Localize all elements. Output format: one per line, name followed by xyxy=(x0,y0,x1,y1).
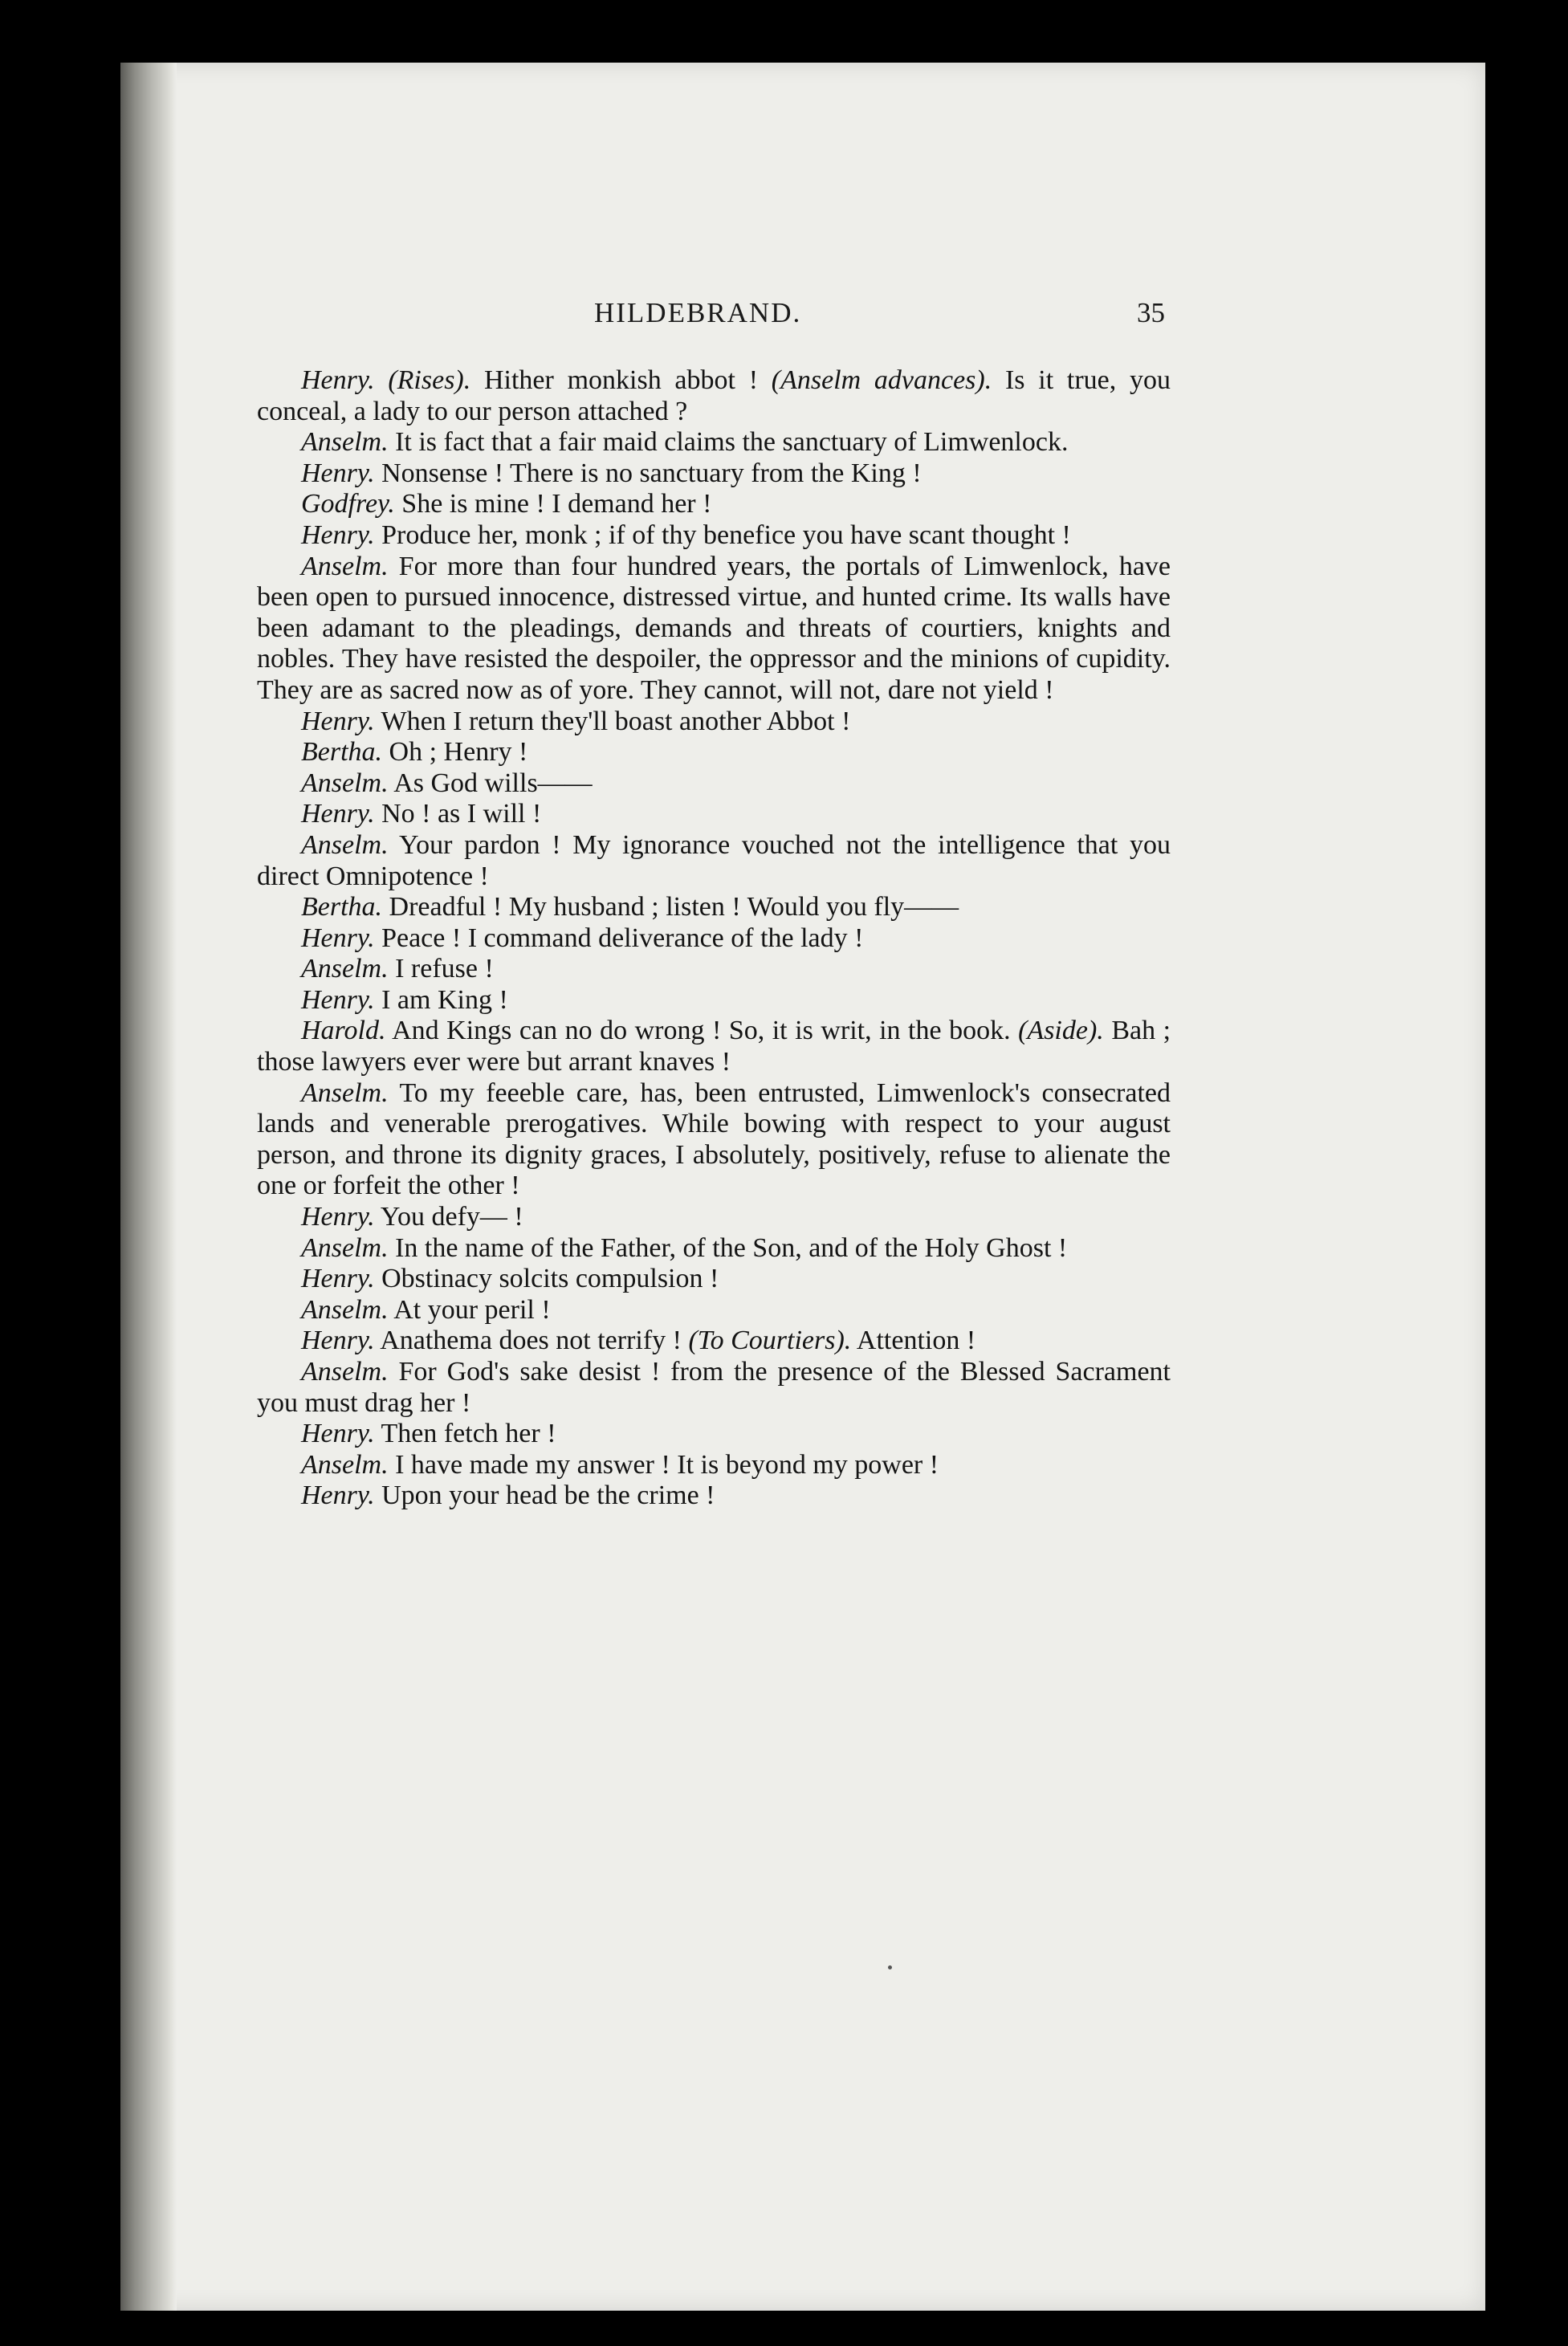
speech-text: Nonsense ! There is no sanctuary from the King ! xyxy=(381,458,922,488)
speech-text: Dreadful ! My husband ; listen ! Would you fly—— xyxy=(389,892,959,923)
speech-text: In the name of the Father, of the Son, and of the Holy Ghost ! xyxy=(395,1232,1068,1263)
speech-text: Hither monkish abbot ! xyxy=(483,365,759,395)
running-title: HILDEBRAND. xyxy=(594,297,802,328)
speech-text: Attention ! xyxy=(856,1326,976,1356)
speech xyxy=(257,1419,1171,1450)
speaker-name: Godfrey. xyxy=(301,489,395,519)
speaker-name: Bertha. xyxy=(301,892,383,923)
speaker-name: Henry. xyxy=(301,1419,375,1449)
speech xyxy=(257,427,1171,458)
speaker-name: Henry. xyxy=(301,706,375,736)
speech xyxy=(257,892,1171,923)
speech-text: For God's sake desist ! from the presence of the Blessed Sacrament you must drag her ! xyxy=(257,1357,1171,1418)
speech xyxy=(257,1264,1171,1295)
speech-text: I am King ! xyxy=(381,984,508,1015)
stage-direction: (Anselm advances). xyxy=(771,365,992,395)
speech xyxy=(257,1202,1171,1233)
speech xyxy=(257,830,1171,892)
speech-text: I refuse ! xyxy=(395,954,494,984)
speaker-name: Anselm. xyxy=(301,954,389,984)
speech xyxy=(257,799,1171,830)
speaker-name: Anselm. xyxy=(301,1294,389,1325)
speaker-name: Henry. xyxy=(301,1481,375,1511)
speaker-name: Bertha. xyxy=(301,737,383,768)
speech xyxy=(257,1481,1171,1512)
speaker-name: Anselm. xyxy=(301,829,389,860)
speech-text: For more than four hundred years, the portals of Limwenlock, have been open to pursued innocence, distressed virtue, and hunted crime. Its walls have been adamant to the pleadings, demands and threats of courtiers, knights and nobles. They have resisted the despoiler, the oppressor and the minions of cupidity. They are as sacred now as of yore. They cannot, will not, dare not yield ! xyxy=(257,551,1171,705)
speech-text: Is it true, you conceal, a lady to our person attached ? xyxy=(257,365,1171,426)
speaker-name: Henry. xyxy=(301,365,375,395)
speech-text: No ! as I will ! xyxy=(381,799,542,829)
speech xyxy=(257,1357,1171,1419)
speech xyxy=(257,1078,1171,1202)
speaker-name: Henry. xyxy=(301,1264,375,1294)
speech xyxy=(257,1450,1171,1481)
speech xyxy=(257,954,1171,985)
speech-text: Produce her, monk ; if of thy benefice you have scant thought ! xyxy=(381,519,1071,550)
speaker-name: Anselm. xyxy=(301,1232,389,1263)
speaker-name: Harold. xyxy=(301,1016,386,1046)
speech xyxy=(257,365,1171,427)
speaker-name: Anselm. xyxy=(301,551,389,581)
speech xyxy=(257,552,1171,707)
speech xyxy=(257,1295,1171,1326)
speech-text: Obstinacy solcits compulsion ! xyxy=(381,1264,719,1294)
speech-text: And Kings can no do wrong ! So, it is writ, in the book. xyxy=(392,1016,1011,1046)
page-header xyxy=(0,297,1568,345)
speech-text: Then fetch her ! xyxy=(381,1419,556,1449)
speech-text: At your peril ! xyxy=(393,1294,551,1325)
speech xyxy=(257,489,1171,520)
speaker-name: Anselm. xyxy=(301,427,389,458)
speech xyxy=(257,737,1171,768)
speech-text: Anathema does not terrify ! xyxy=(380,1326,682,1356)
paper-speck xyxy=(888,1965,892,1969)
book-spine-shadow xyxy=(120,63,177,2311)
speaker-name: Anselm. xyxy=(301,1077,389,1108)
speech-text: You defy— ! xyxy=(380,1202,523,1232)
speaker-name: Henry. xyxy=(301,1202,375,1232)
speaker-name: Henry. xyxy=(301,799,375,829)
speech-text: Upon your head be the crime ! xyxy=(381,1481,715,1511)
speaker-name: Anselm. xyxy=(301,1357,389,1387)
speech-text: Oh ; Henry ! xyxy=(389,737,528,768)
speech-text: She is mine ! I demand her ! xyxy=(401,489,712,519)
speech xyxy=(257,520,1171,552)
speech-text: When I return they'll boast another Abbot ! xyxy=(381,706,851,736)
speech-text: Peace ! I command deliverance of the lady ! xyxy=(381,923,864,953)
speech xyxy=(257,707,1171,738)
speech xyxy=(257,1326,1171,1357)
speech xyxy=(257,985,1171,1016)
speech xyxy=(257,458,1171,490)
speech-text: I have made my answer ! It is beyond my power ! xyxy=(395,1449,939,1480)
page-number: 35 xyxy=(1137,297,1165,328)
dialogue-text xyxy=(257,365,1171,1512)
speech xyxy=(257,768,1171,800)
speaker-name: Henry. xyxy=(301,1326,375,1356)
speech xyxy=(257,923,1171,955)
stage-direction: (To Courtiers). xyxy=(688,1326,852,1356)
speech-text: To my feeeble care, has, been entrusted, Limwenlock's consecrated lands and venerable prerogatives. While bowing with respect to your august person, and throne its dignity graces, I absolutely, positively, refuse to alienate the one or forfeit the other ! xyxy=(257,1077,1171,1201)
speaker-name: Anselm. xyxy=(301,768,389,798)
speaker-name: Henry. xyxy=(301,458,375,488)
speech-text: As God wills—— xyxy=(393,768,593,798)
speaker-name: Henry. xyxy=(301,984,375,1015)
speaker-name: Henry. xyxy=(301,923,375,953)
speech-text: It is fact that a fair maid claims the sanctuary of Limwenlock. xyxy=(395,427,1069,458)
speaker-name: Henry. xyxy=(301,519,375,550)
speech xyxy=(257,1016,1171,1077)
speech xyxy=(257,1233,1171,1265)
speech-text: Bah ; those lawyers ever were but arrant knaves ! xyxy=(257,1016,1171,1077)
stage-direction: (Aside). xyxy=(1018,1016,1104,1046)
speech-text: Your pardon ! My ignorance vouched not the intelligence that you direct Omnipotence ! xyxy=(257,829,1171,891)
stage-direction: (Rises). xyxy=(388,365,471,395)
speaker-name: Anselm. xyxy=(301,1449,389,1480)
